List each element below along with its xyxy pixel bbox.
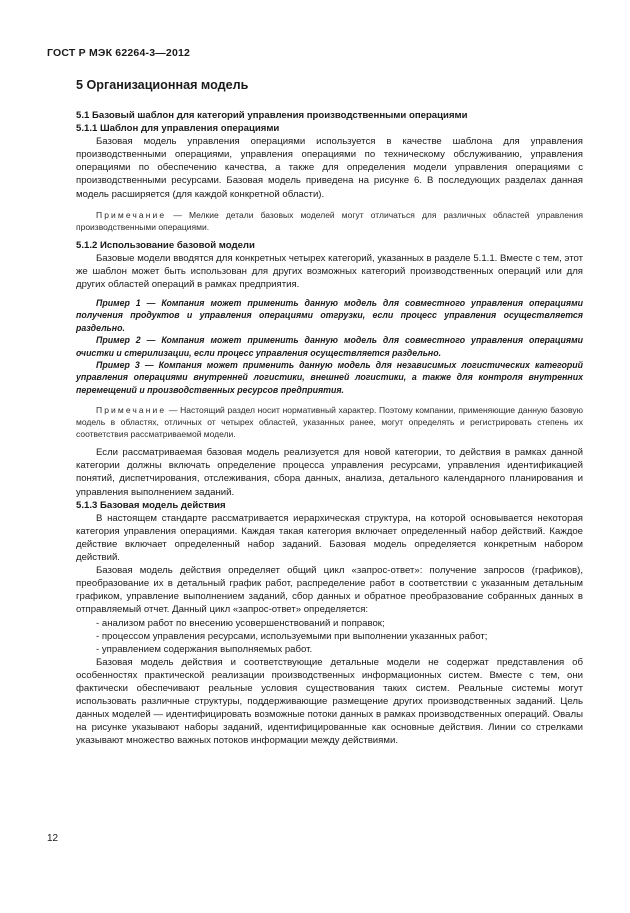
note-1-label: Примечание [96, 209, 167, 220]
document-header: ГОСТ Р МЭК 62264-3—2012 [47, 47, 191, 59]
list-item: - анализом работ по внесению усовершенствований и поправок; [96, 617, 385, 629]
section-title: 5 Организационная модель [76, 78, 249, 92]
note-2-text: — Настоящий раздел носит нормативный характер. Поэтому компании, применяющие данную базовую модель в областях, отличных от четырех областей, указанных ранее, могут определять и регистрировать степень их соответствия рассматриваемой модели. [76, 405, 583, 440]
paragraph-5-1-3-b: Базовая модель действия определяет общий цикл «запрос-ответ»: получение запросов (графиков), преобразование их в детальный график работ, распределение работ в соответствии с указанным детальным графиком, управление выполнением заданий, сбор данных и обратное преобразование собранных данных в отправляемый отчет. Данный цикл «запрос-ответ» определяется: [76, 565, 583, 616]
subsection-5-1-2-title: 5.1.2 Использование базовой модели [76, 239, 255, 251]
subsection-5-1-1-title: 5.1.1 Шаблон для управления операциями [76, 123, 280, 135]
paragraph-5-1-2-a: Базовые модели вводятся для конкретных четырех категорий, указанных в разделе 5.1.1. Вместе с тем, этот же шаблон может быть использован для других возможных категорий производственных операций или для других областей операций в рамках предприятия. [76, 252, 583, 290]
note-2 [76, 404, 583, 440]
paragraph-5-1-1: Базовая модель управления операциями используется в качестве шаблона для управления производственными операциями, управления операциями по техническому обслуживанию, управления операциями по обеспечению качества, а также для определения модели управления операциями с производственными ресурсами. Базовая модель приведена на рисунке 6. В последующих разделах данная модель расширяется (для каждой конкретной области). [76, 136, 583, 200]
page-content [76, 78, 583, 747]
list-item: - управлением содержания выполняемых работ. [96, 643, 313, 655]
example-2: Пример 2 — Компания может применить данную модель для совместного управления операциями очистки и стерилизации, если процесс управления осуществляется раздельно. [76, 335, 583, 358]
paragraph-5-1-3-a: В настоящем стандарте рассматривается иерархическая структура, на которой основывается некоторая категория управления операциями. Каждая такая категория включает определенный набор действий. Каждое действие включает определенный набор заданий. Базовая модель определяется конкретным набором действий. [76, 512, 583, 564]
note-2-label: Примечание [96, 405, 167, 416]
note-1 [76, 209, 583, 233]
list-item: - процессом управления ресурсами, используемыми при выполнении указанных работ; [96, 630, 488, 642]
page-number: 12 [47, 833, 59, 844]
paragraph-5-1-3-c: Базовая модель действия и соответствующие детальные модели не содержат представления об особенностях практической реализации производственных информационных систем. Вместе с тем, они фактически обеспечивают реальные условия существования таких систем. Реальные системы могут использовать различные структуры, поддерживающие размещение других производственных заданий. Цель данных моделей — идентифицировать возможные потоки данных в рамках производственных операций. Овалы на рисунке указывают наборы заданий, идентифицированные как основные действия. Линии со стрелками указывают множество важных потоков информации между действиями. [76, 656, 583, 747]
paragraph-5-1-2-b: Если рассматриваемая базовая модель реализуется для новой категории, то действия в рамках данной категории должны включать определение процесса управления ресурсами, управления идентификацией понятий, диспетчирования, отслеживания, сбора данных, анализа, детального календарного планирования и управления выполнением заданий. [76, 447, 583, 498]
example-1: Пример 1 — Компания может применить данную модель для совместного управления операциями получения продуктов и управления операциями отгрузки, если процесс управления осуществляется раздельно. [76, 298, 583, 333]
example-3: Пример 3 — Компания может применить данную модель для независимых логистических категорий управления операциями внутренней логистики, внешней логистики, а также для контроля внутренних перемещений и производственных ресурсов предприятия. [76, 360, 583, 395]
note-1-text: — Мелкие детали базовых моделей могут отличаться для различных областей управления производственными операциями. [76, 209, 583, 232]
subsection-5-1-3-title: 5.1.3 Базовая модель действия [76, 499, 226, 511]
subsection-5-1-title: 5.1 Базовый шаблон для категорий управления производственными операциями [76, 110, 468, 121]
